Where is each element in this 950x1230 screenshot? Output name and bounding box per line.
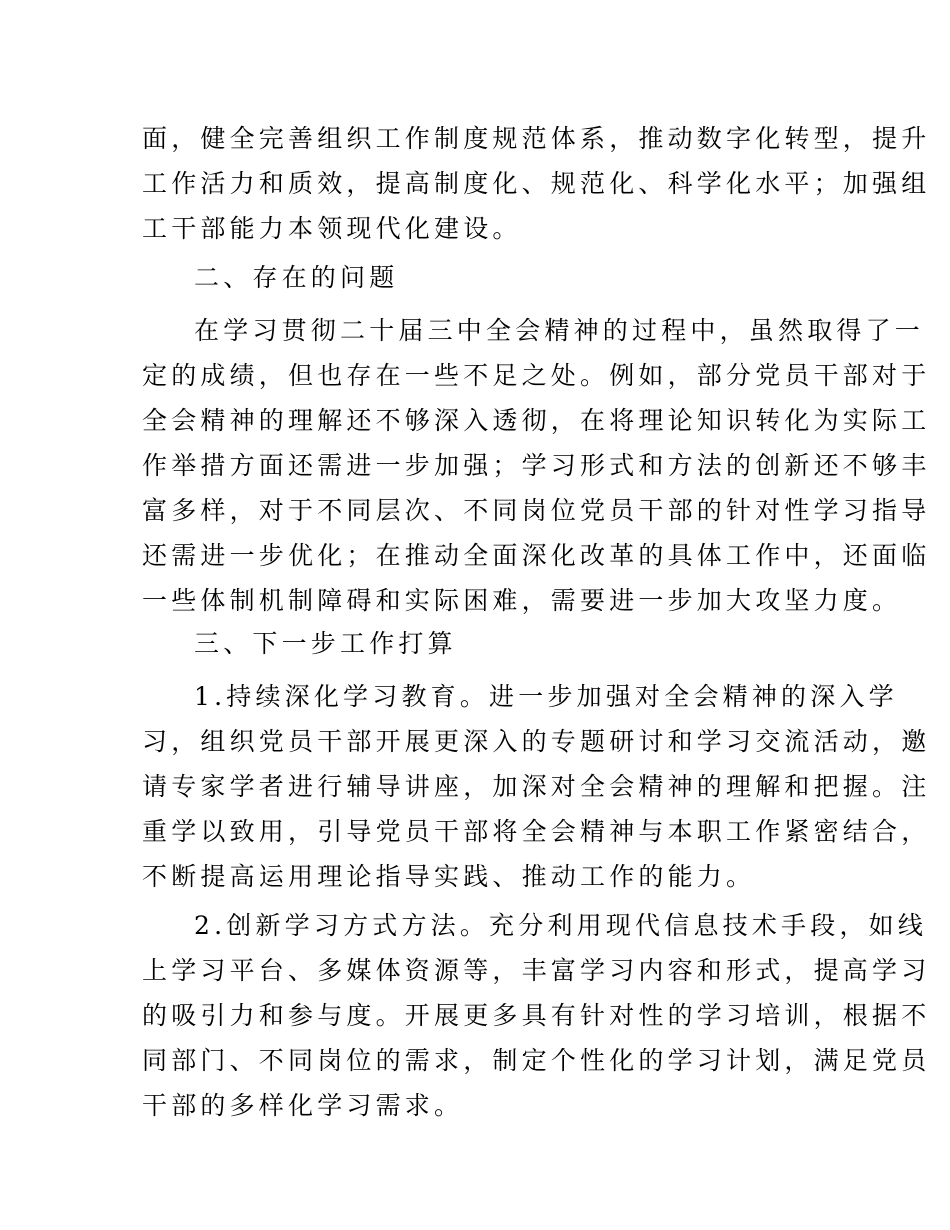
paragraph-line: 工作活力和质效，提高制度化、规范化、科学化水平；加强组 [142,169,931,198]
paragraph-line: 工干部能力本领现代化建设。 [142,214,522,243]
section-heading-problems [142,255,812,300]
paragraph-line: 1.持续深化学习教育。进一步加强对全会精神的深入学 [194,682,898,711]
paragraph-continued [142,116,931,251]
paragraph-line: 的吸引力和参与度。开展更多具有针对性的学习培训，根据不 [142,1001,931,1030]
paragraph-item-1 [142,674,931,899]
heading-text: 三、下一步工作打算 [194,629,457,658]
paragraph-line: 还需进一步优化；在推动全面深化改革的具体工作中，还面临 [142,541,931,570]
section-heading-next-steps [142,621,812,666]
paragraph-line: 习，组织党员干部开展更深入的专题研讨和学习交流活动，邀 [142,727,931,756]
paragraph-line: 重学以致用，引导党员干部将全会精神与本职工作紧密结合， [142,817,931,846]
paragraph-line: 富多样，对于不同层次、不同岗位党员干部的针对性学习指导 [142,496,931,525]
paragraph-line: 2.创新学习方式方法。充分利用现代信息技术手段，如线 [194,911,928,940]
paragraph-line: 面，健全完善组织工作制度规范体系，推动数字化转型，提升 [142,124,931,153]
paragraph-line: 在学习贯彻二十届三中全会精神的过程中，虽然取得了一 [194,316,925,345]
paragraph-line: 请专家学者进行辅导讲座，加深对全会精神的理解和把握。注 [142,772,931,801]
paragraph-line: 全会精神的理解还不够深入透彻，在将理论知识转化为实际工 [142,406,931,435]
paragraph-line: 作举措方面还需进一步加强；学习形式和方法的创新还不够丰 [142,451,931,480]
paragraph-line: 不断提高运用理论指导实践、推动工作的能力。 [142,862,756,891]
paragraph-item-2 [142,903,931,1128]
paragraph-line: 同部门、不同岗位的需求，制定个性化的学习计划，满足党员 [142,1046,931,1075]
paragraph-problems [142,308,931,623]
paragraph-line: 干部的多样化学习需求。 [142,1091,464,1120]
heading-text: 二、存在的问题 [194,263,399,292]
paragraph-line: 上学习平台、多媒体资源等，丰富学习内容和形式，提高学习 [142,956,931,985]
paragraph-line: 一些体制机制障碍和实际困难，需要进一步加大攻坚力度。 [142,586,902,615]
paragraph-line: 定的成绩，但也存在一些不足之处。例如，部分党员干部对于 [142,361,931,390]
